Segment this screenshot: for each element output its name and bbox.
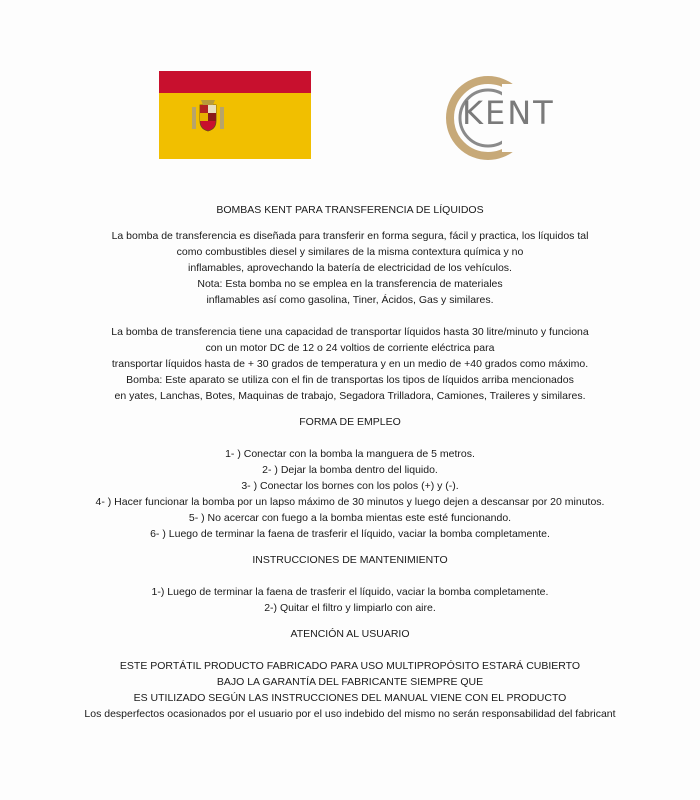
attention-paragraph	[0, 658, 700, 722]
text-line: Los desperfectos ocasionados por el usuario por el uso indebido del mismo no serán responsabilidad del fabricant	[84, 708, 616, 720]
text-line: como combustibles diesel y similares de la misma contextura química y no	[176, 246, 524, 258]
text-line: transportar líquidos hasta de + 30 grados de temperatura y en un medio de +40 grados como máximo.	[111, 358, 589, 370]
step-item: 2-) Quitar el filtro y limpiarlo con aire.	[264, 602, 436, 614]
text-line: ES UTILIZADO SEGÚN LAS INSTRUCCIONES DEL MANUAL VIENE CON EL PRODUCTO	[133, 692, 567, 704]
text-line: Bomba: Este aparato se utiliza con el fin de transportas los tipos de líquidos arriba mencionados	[126, 374, 574, 386]
text-line: en yates, Lanchas, Botes, Maquinas de trabajo, Segadora Trilladora, Camiones, Traileres y similares.	[114, 390, 586, 402]
text-line: inflamables así como gasolina, Tiner, Ácidos, Gas y similares.	[206, 294, 494, 306]
capacity-paragraph	[0, 324, 700, 404]
text-line: BAJO LA GARANTÍA DEL FABRICANTE SIEMPRE QUE	[216, 676, 484, 688]
text-line: ESTE PORTÁTIL PRODUCTO FABRICADO PARA USO MULTIPROPÓSITO ESTARÁ CUBIERTO	[119, 660, 581, 672]
step-item: 6- ) Luego de terminar la faena de trasferir el líquido, vaciar la bomba completamente.	[150, 528, 550, 540]
step-item: 1-) Luego de terminar la faena de trasferir el líquido, vaciar la bomba completamente.	[151, 586, 549, 598]
step-item: 2- ) Dejar la bomba dentro del liquido.	[262, 464, 438, 476]
attention-heading: ATENCIÓN AL USUARIO	[290, 628, 410, 640]
logo-brand-text: KENT	[462, 94, 555, 132]
step-item: 5- ) No acercar con fuego a la bomba mientas este esté funcionando.	[188, 512, 512, 524]
coat-of-arms-icon	[189, 97, 227, 135]
usage-heading: FORMA DE EMPLEO	[299, 416, 401, 428]
text-line: Nota: Esta bomba no se emplea en la transferencia de materiales	[197, 278, 503, 290]
step-item: 3- ) Conectar los bornes con los polos (+) y (-).	[241, 480, 459, 492]
usage-steps	[0, 446, 700, 542]
maintenance-steps	[0, 584, 700, 616]
step-item: 1- ) Conectar con la bomba la manguera de 5 metros.	[225, 448, 475, 460]
spain-flag	[159, 71, 311, 159]
intro-paragraph	[0, 228, 700, 308]
text-line: con un motor DC de 12 o 24 voltios de corriente eléctrica para	[205, 342, 495, 354]
document-body	[0, 202, 700, 722]
document-title: BOMBAS KENT PARA TRANSFERENCIA DE LÍQUIDOS	[216, 204, 484, 216]
text-line: La bomba de transferencia tiene una capacidad de transportar líquidos hasta 30 litre/minuto y funciona	[111, 326, 589, 338]
text-line: La bomba de transferencia es diseñada para transferir en forma segura, fácil y practica, los líquidos tal	[111, 230, 589, 242]
maintenance-heading: INSTRUCCIONES DE MANTENIMIENTO	[252, 554, 448, 566]
step-item: 4- ) Hacer funcionar la bomba por un lapso máximo de 30 minutos y luego dejen a descansar por 20 minutos.	[95, 496, 605, 508]
text-line: inflamables, aprovechando la batería de electricidad de los vehículos.	[188, 262, 512, 274]
